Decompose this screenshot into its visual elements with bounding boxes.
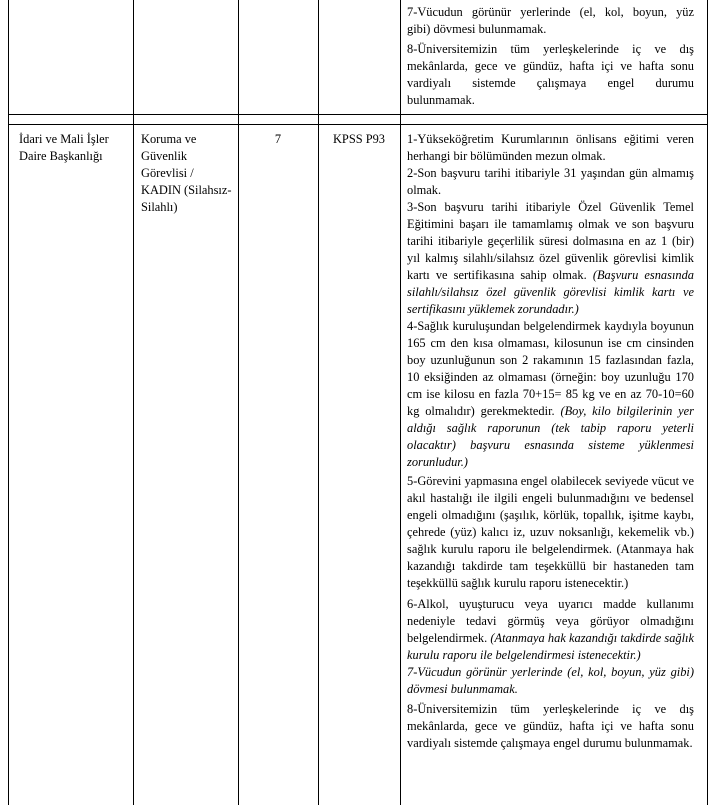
position-title: Koruma ve Güvenlik Görevlisi / KADIN (Silahsız-Silahlı): [141, 132, 232, 214]
row-divider: [8, 124, 708, 125]
count-cell: [238, 131, 318, 148]
requirement-4-note: (Boy, kilo bilgilerinin yer aldığı sağlık raporunun (tek tabip raporu yeterli olacaktır) başvuru esnasında sisteme yüklenmesi zorunludur.): [407, 404, 694, 469]
top-row-requirements: [407, 4, 694, 109]
table-border-right: [707, 0, 708, 805]
requirement-2: 2-Son başvuru tarihi itibariyle 31 yaşından gün almamış olmak.: [407, 166, 694, 197]
column-divider-4: [400, 0, 401, 805]
top-item-8-block: 8-Üniversitemizin tüm yerleşkelerinde iç ve dış mekânlarda, gece ve gündüz, hafta içi ve hafta sonu vardiyalı sistemde çalışmaya engel durumu bulunmamak.: [407, 42, 694, 107]
table-border-left: [8, 0, 9, 805]
requirement-6-text: 6-Alkol, uyuşturucu veya uyarıcı madde kullanımı nedeniyle tedavi görmüş veya görüyor olmadığını belgelendirmek.: [407, 597, 694, 645]
score-type: KPSS P93: [332, 132, 385, 146]
requirement-3: [407, 199, 694, 318]
column-divider-3: [318, 0, 319, 805]
position-cell: [141, 131, 236, 216]
requirement-7: 7-Vücudun görünür yerlerinde (el, kol, boyun, yüz gibi) dövmesi bulunmamak.: [407, 665, 694, 696]
unit-name: İdari ve Mali İşler Daire Başkanlığı: [19, 132, 109, 163]
requirements-cell: [407, 131, 694, 752]
column-divider-2: [238, 0, 239, 805]
requirement-5: 5-Görevini yapmasına engel olabilecek seviyede vücut ve akıl hastalığı ile ilgili engeli bulunmadığını ve bedensel engeli olmadığını (şaşılık, körlük, topallık, işitme kaybı, çehrede (yüz) kalıcı iz, uzuv noksanlığı, kekemelik vb.) sağlık kurulu raporu ile belgelendirmek. (Atanmaya hak kazandığı takdirde tam teşekküllü bir hastaneden tam teşekküllü sağlık kurulu raporu istenecektir.): [407, 474, 694, 590]
requirement-6: [407, 596, 694, 664]
score-type-cell: [318, 131, 400, 148]
requirement-6-note: (Atanmaya hak kazandığı takdirde sağlık kurulu raporu ile belgelendirmesi istenecektir.): [407, 631, 694, 662]
top-item-7-block: 7-Vücudun görünür yerlerinde (el, kol, boyun, yüz gibi) dövmesi bulunmamak.: [407, 5, 694, 36]
requirement-4: [407, 318, 694, 471]
column-divider-1: [133, 0, 134, 805]
unit-cell: [19, 131, 129, 165]
requirement-4-text: 4-Sağlık kuruluşundan belgelendirmek kaydıyla boyunun 165 cm den kısa olmaması, kilosunun ise cm cinsinden boy uzunluğunun son 2 rakamının 15 fazlasından fazla, 10 eksiğinden az olmaması (örneğin: boy uzunluğu 170 cm ise kilosu en fazla 70+15= 85 kg ve en az 70-10=60 kg olmalıdır) gerekmektedir.: [407, 319, 694, 418]
requirement-3-text: 3-Son başvuru tarihi itibariyle Özel Güvenlik Temel Eğitimini başarı ile tamamlamış olmak ve son başvuru tarihi itibariyle geçerlilik süresi dolmasına en az 1 (bir) yıl kalmış silahlı/silahsız özel güvenlik görevlisi kimlik kartı ve sertifikasına sahip olmak.: [407, 200, 694, 282]
requirement-1: 1-Yükseköğretim Kurumlarının önlisans eğitimi veren herhangi bir bölümünden mezun olmak.: [407, 132, 694, 163]
row-divider-top: [8, 114, 708, 115]
requirement-8: 8-Üniversitemizin tüm yerleşkelerinde iç ve dış mekânlarda, gece ve gündüz, hafta içi ve hafta sonu vardiyalı sistemde çalışmaya engel durumu bulunmamak.: [407, 702, 694, 750]
requirement-3-note: (Başvuru esnasında silahlı/silahsız özel güvenlik görevlisi kimlik kartı ve sertifikasını yüklemek zorundadır.): [407, 268, 694, 316]
position-count: 7: [274, 132, 282, 146]
